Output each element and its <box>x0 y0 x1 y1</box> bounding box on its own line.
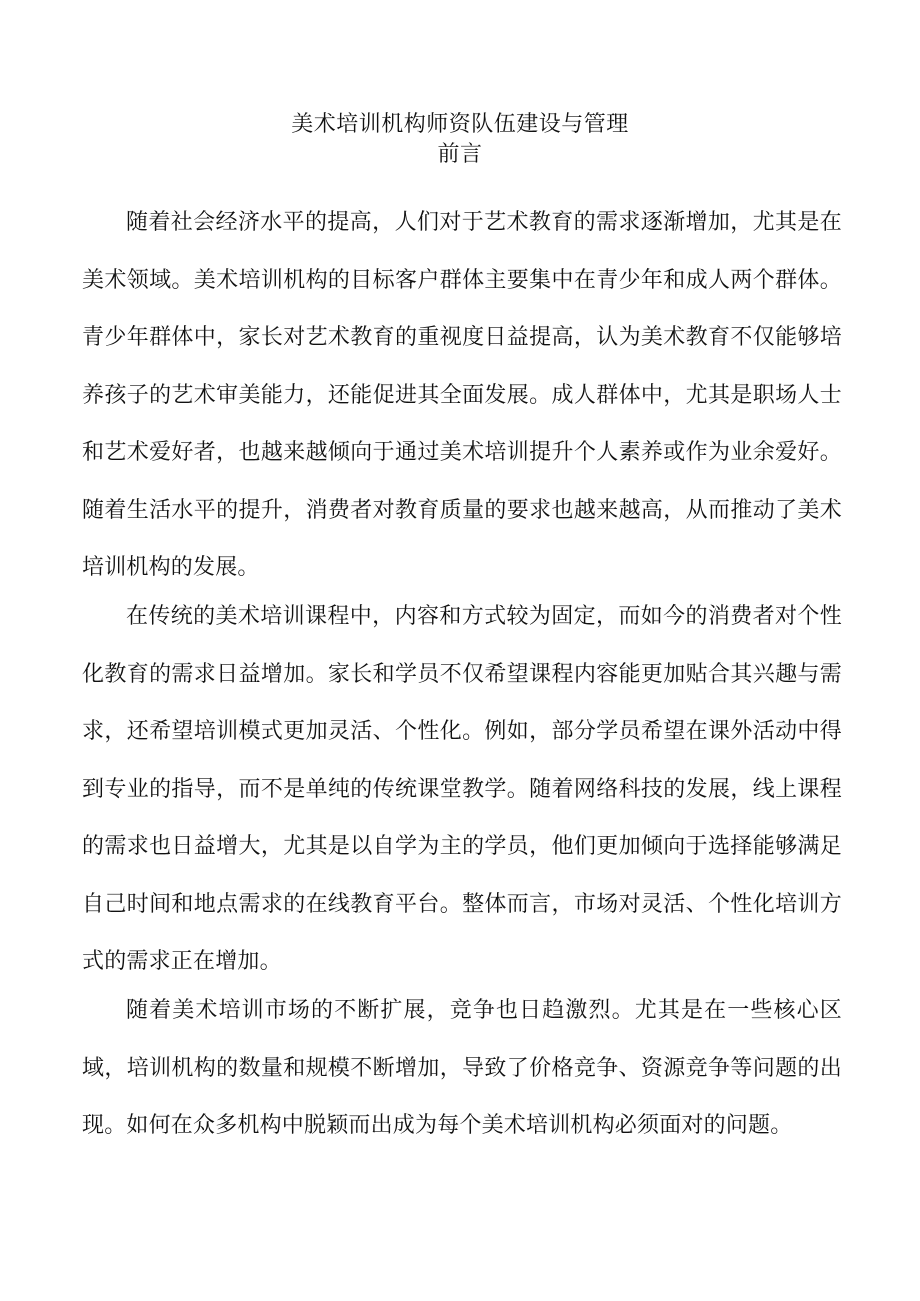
section-heading: 前言 <box>437 142 483 167</box>
paragraph: 随着美术培训市场的不断扩展，竞争也日趋激烈。尤其是在一些核心区域，培训机构的数量和规模不断增加，导致了价格竞争、资源竞争等问题的出现。如何在众多机构中脱颖而出成为每个美术培训机构必须面对的问题。 <box>82 998 842 1138</box>
document-title: 美术培训机构师资队伍建设与管理 <box>291 112 629 137</box>
paragraph: 随着社会经济水平的提高，人们对于艺术教育的需求逐渐增加，尤其是在美术领域。美术培训机构的目标客户群体主要集中在青少年和成人两个群体。青少年群体中，家长对艺术教育的重视度日益提高，认为美术教育不仅能够培养孩子的艺术审美能力，还能促进其全面发展。成人群体中，尤其是职场人士和艺术爱好者，也越来越倾向于通过美术培训提升个人素养或作为业余爱好。随着生活水平的提升，消费者对教育质量的要求也越来越高，从而推动了美术培训机构的发展。 <box>82 210 842 580</box>
paragraph: 在传统的美术培训课程中，内容和方式较为固定，而如今的消费者对个性化教育的需求日益增加。家长和学员不仅希望课程内容能更加贴合其兴趣与需求，还希望培训模式更加灵活、个性化。例如，部分学员希望在课外活动中得到专业的指导，而不是单纯的传统课堂教学。随着网络科技的发展，线上课程的需求也日益增大，尤其是以自学为主的学员，他们更加倾向于选择能够满足自己时间和地点需求的在线教育平台。整体而言，市场对灵活、个性化培训方式的需求正在增加。 <box>82 604 842 974</box>
